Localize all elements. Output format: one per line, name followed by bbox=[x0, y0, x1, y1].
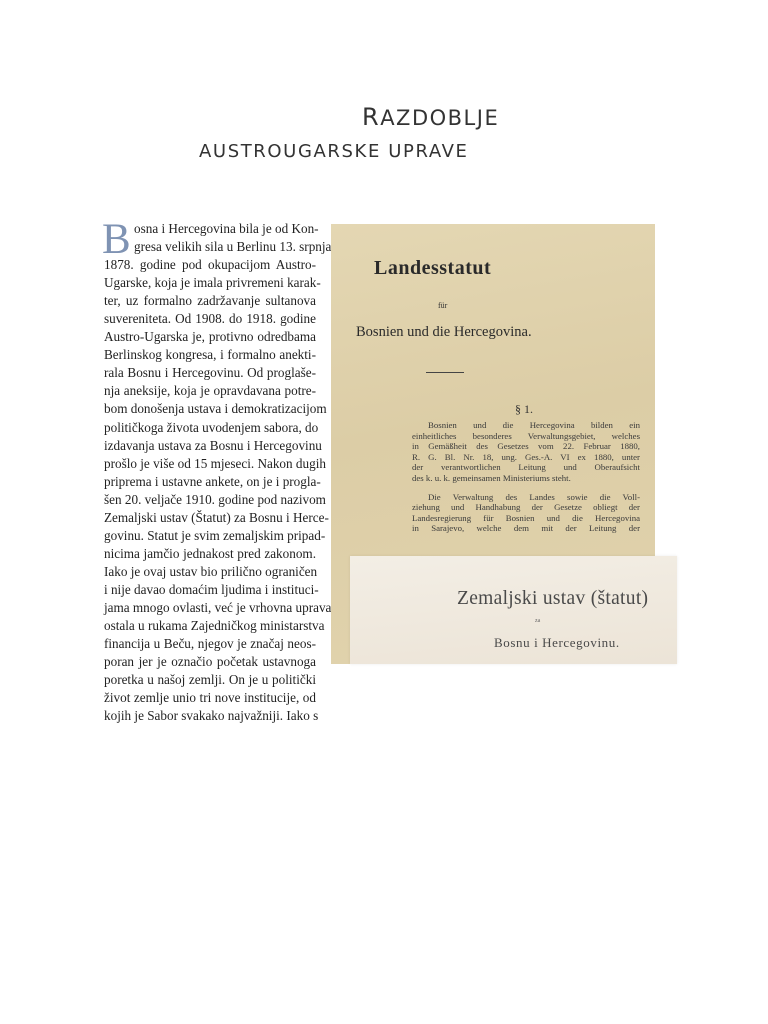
body-line: šen 20. veljače 1910. godine pod nazivom bbox=[104, 491, 326, 507]
body-line: financija u Beču, njegov je značaj neos- bbox=[104, 636, 316, 652]
paragraph-gap bbox=[412, 484, 640, 492]
landesstatut-line: einheitliches besonderes Verwaltungsgebiet, welches bbox=[412, 430, 640, 441]
landesstatut-line: Landesregierung für Bosnien und die Hercegovina bbox=[412, 512, 640, 523]
chapter-title-initial: R bbox=[362, 103, 381, 131]
body-line: jama mnogo ovlasti, već je vrhovna uprava bbox=[104, 599, 332, 615]
body-line: život zemlje unio tri nove institucije, od bbox=[104, 690, 316, 706]
landesstatut-line: der verantwortlichen Leitung und Oberaufsicht bbox=[412, 462, 640, 473]
body-line: prošlo je više od 15 mjeseci. Nakon dugih bbox=[104, 455, 326, 471]
landesstatut-divider bbox=[426, 372, 464, 373]
zemaljski-ustav-scan bbox=[350, 556, 677, 664]
landesstatut-line: R. G. Bl. Nr. 18, ung. Ges.-A. VI ex 1880, unter bbox=[412, 451, 640, 462]
chapter-subtitle: AUSTROUGARSKE UPRAVE bbox=[199, 141, 469, 162]
landesstatut-line: in Gemäßheit des Gesetzes vom 22. Februar 1880, bbox=[412, 441, 640, 452]
landesstatut-section-mark: § 1. bbox=[515, 402, 533, 416]
zemaljski-subtitle: Bosnu i Hercegovinu. bbox=[494, 635, 620, 650]
body-line: Berlinskog kongresa, i formalno anekti- bbox=[104, 347, 316, 363]
chapter-title bbox=[362, 103, 499, 131]
body-line: govinu. Statut je svim zemaljskim pripad- bbox=[104, 527, 326, 543]
zemaljski-za: za bbox=[535, 618, 541, 624]
zemaljski-title: Zemaljski ustav (štatut) bbox=[457, 588, 649, 609]
landesstatut-line: Bosnien und die Hercegovina bilden ein bbox=[428, 420, 640, 430]
body-line: ostala u rukama Zajedničkog ministarstva bbox=[104, 618, 325, 634]
body-paragraph bbox=[102, 216, 332, 724]
landesstatut-line: Die Verwaltung des Landes sowie die Voll- bbox=[428, 491, 640, 502]
body-line: bom donošenja ustava i demokratizacijom bbox=[104, 401, 327, 417]
body-line: ter, uz formalno zadržavanje sultanova bbox=[104, 293, 316, 309]
body-line: osna i Hercegovina bila je od Kon- bbox=[134, 221, 319, 236]
body-line: poretka u našoj zemlji. On je u politički bbox=[104, 672, 316, 688]
body-line: kojih je Sabor svakako najvažniji. Iako s bbox=[104, 708, 319, 724]
body-line: Ugarske, koja je imala privremeni karak- bbox=[104, 275, 321, 291]
body-line: gresa velikih sila u Berlinu 13. srpnja bbox=[134, 239, 332, 255]
body-line: Zemaljski ustav (Štatut) za Bosnu i Herce- bbox=[104, 509, 329, 525]
landesstatut-line: in Sarajevo, welche dem mit der Leitung der bbox=[412, 523, 640, 534]
landesstatut-line: ziehung und Handhabung der Gesetze obliegt der bbox=[412, 502, 640, 513]
landesstatut-text bbox=[412, 420, 640, 534]
body-line: nja aneksije, koja je opravdavana potre- bbox=[104, 383, 316, 399]
body-line: 1878. godine pod okupacijom Austro- bbox=[104, 257, 316, 273]
landesstatut-fur: für bbox=[438, 301, 448, 310]
body-line: nicima jamčio jednakost pred zakonom. bbox=[104, 545, 316, 561]
body-line: Austro-Ugarska je, protivno odredbama bbox=[104, 329, 316, 345]
body-line: rala Bosnu i Hercegovinu. Od proglaše- bbox=[104, 365, 316, 381]
landesstatut-line: des k. u. k. gemeinsamen Ministeriums steht. bbox=[412, 472, 571, 483]
body-line: izdavanja ustava za Bosnu i Hercegovinu bbox=[104, 437, 322, 453]
body-line: i nije davao domaćim ljudima i instituci- bbox=[104, 581, 319, 597]
chapter-title-rest: AZDOBLJE bbox=[380, 106, 500, 130]
body-line: priprema i ustavne ankete, on je i progla- bbox=[104, 473, 321, 489]
body-line: političkoga života uvodenjem sabora, do bbox=[104, 419, 319, 435]
body-line: Iako je ovaj ustav bio prilično ograničen bbox=[104, 563, 318, 579]
landesstatut-subtitle: Bosnien und die Hercegovina. bbox=[356, 324, 532, 340]
body-line: poran jer je označio početak ustavnoga bbox=[104, 654, 316, 670]
body-line: suvereniteta. Od 1908. do 1918. godine bbox=[104, 311, 316, 327]
drop-cap: B bbox=[102, 216, 131, 263]
landesstatut-title: Landesstatut bbox=[374, 257, 492, 279]
